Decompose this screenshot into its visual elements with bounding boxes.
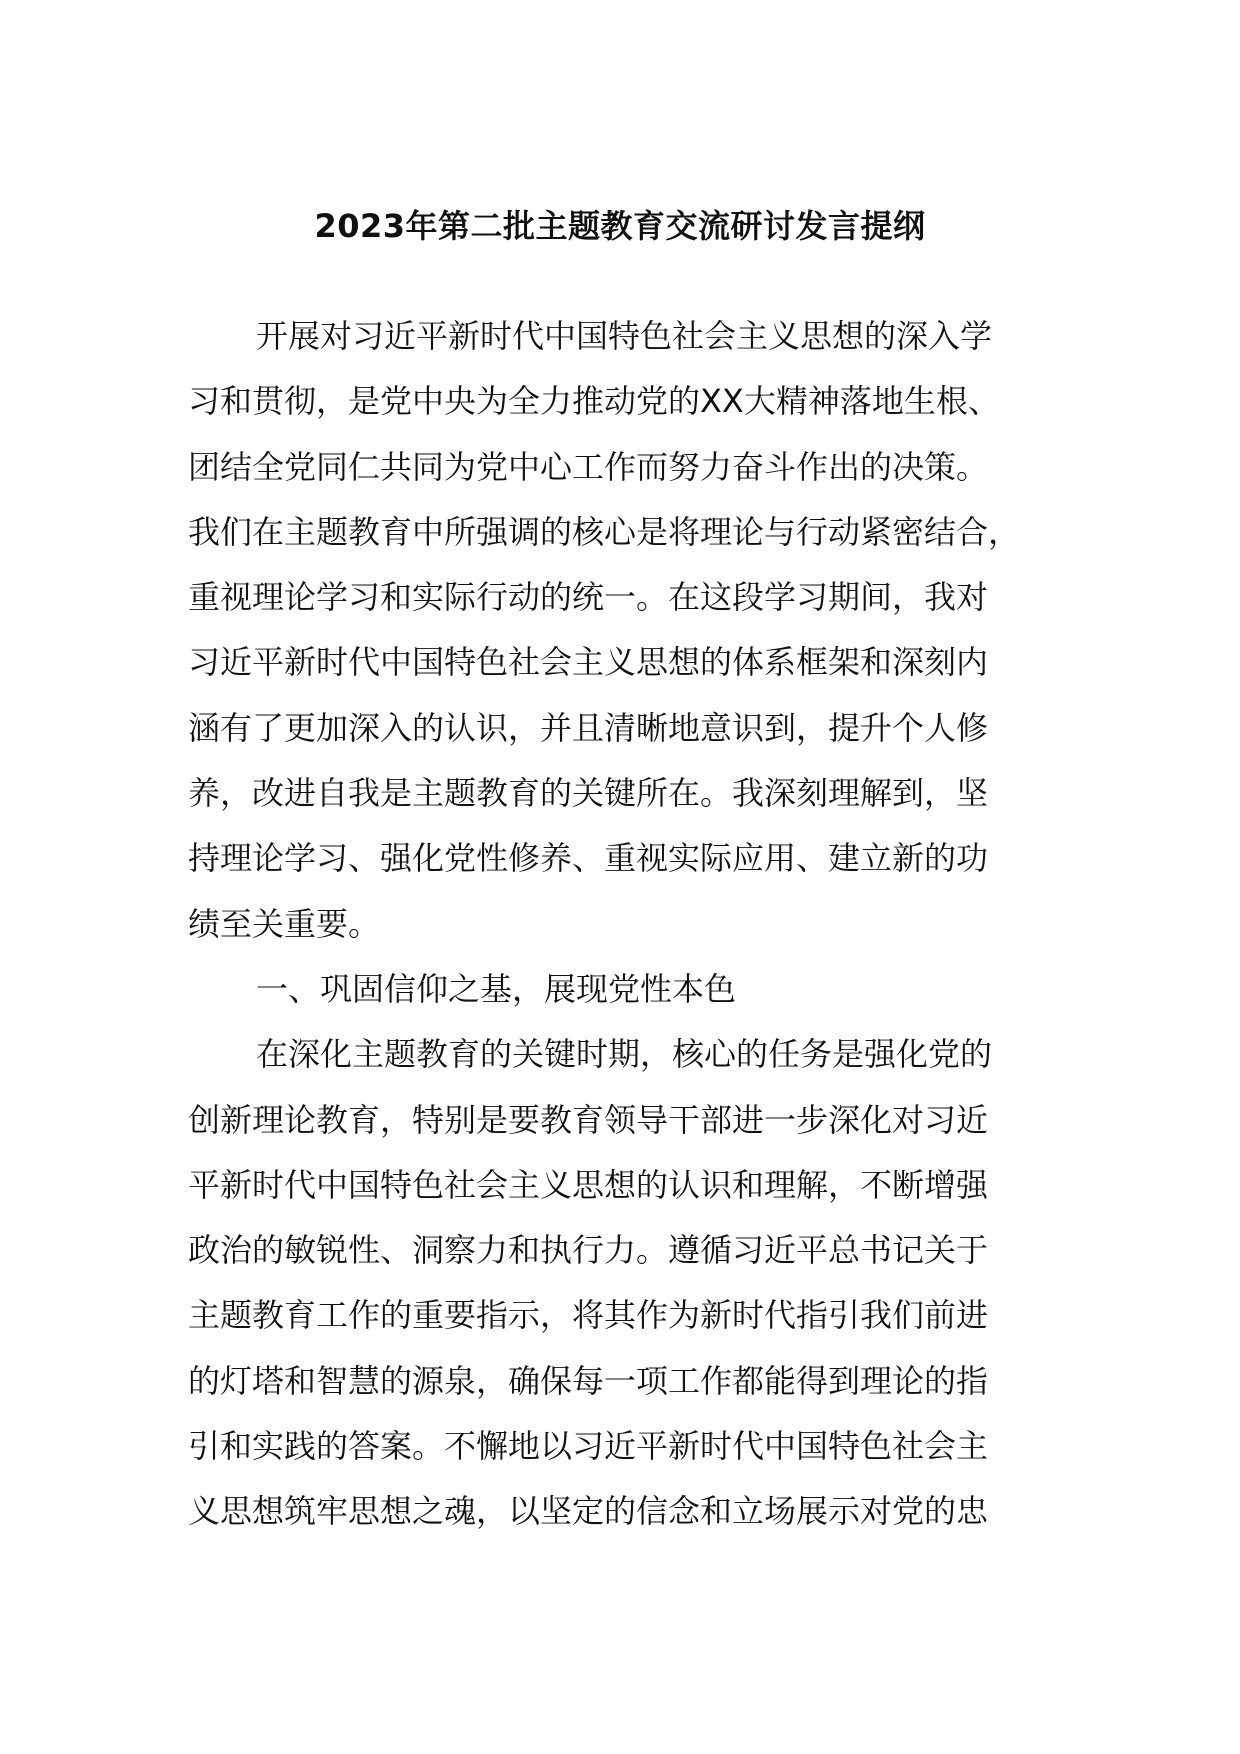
paragraph-line: 团结全党同仁共同为党中心工作而努力奋斗作出的决策。 — [188, 447, 989, 486]
document-body — [188, 304, 1068, 1545]
paragraph-line: 主题教育工作的重要指示，将其作为新时代指引我们前进 — [188, 1296, 989, 1335]
paragraph-line: 政治的敏锐性、洞察力和执行力。遵循习近平总书记关于 — [188, 1231, 989, 1270]
paragraph-line: 在深化主题教育的关键时期，核心的任务是强化党的 — [256, 1035, 993, 1074]
paragraph-line: 涵有了更加深入的认识，并且清晰地意识到，提升个人修 — [188, 708, 989, 747]
paragraph-line: 习近平新时代中国特色社会主义思想的体系框架和深刻内 — [188, 643, 989, 682]
paragraph-line: 义思想筑牢思想之魂，以坚定的信念和立场展示对党的忠 — [188, 1492, 989, 1531]
paragraph-line: 的灯塔和智慧的源泉，确保每一项工作都能得到理论的指 — [188, 1361, 989, 1400]
paragraph-line: 引和实践的答案。不懈地以习近平新时代中国特色社会主 — [188, 1427, 989, 1466]
paragraph-line: 习和贯彻，是党中央为全力推动党的XX大精神落地生根、 — [188, 382, 1000, 421]
paragraph-line: 绩至关重要。 — [188, 904, 381, 943]
paragraph-line: 养，改进自我是主题教育的关键所在。我深刻理解到，坚 — [188, 774, 989, 813]
paragraph-line: 创新理论教育，特别是要教育领导干部进一步深化对习近 — [188, 1100, 989, 1139]
document-title: 2023年第二批主题教育交流研讨发言提纲 — [314, 207, 926, 245]
paragraph-line: 平新时代中国特色社会主义思想的认识和理解，不断增强 — [188, 1165, 989, 1204]
paragraph-line: 持理论学习、强化党性修养、重视实际应用、建立新的功 — [188, 839, 989, 878]
paragraph-line: 我们在主题教育中所强调的核心是将理论与行动紧密结合， — [188, 512, 1021, 551]
paragraph-line: 重视理论学习和实际行动的统一。在这段学习期间，我对 — [188, 578, 989, 617]
paragraph-line: 开展对习近平新时代中国特色社会主义思想的深入学 — [256, 317, 993, 355]
section-heading: 一、巩固信仰之基，展现党性本色 — [256, 969, 737, 1008]
